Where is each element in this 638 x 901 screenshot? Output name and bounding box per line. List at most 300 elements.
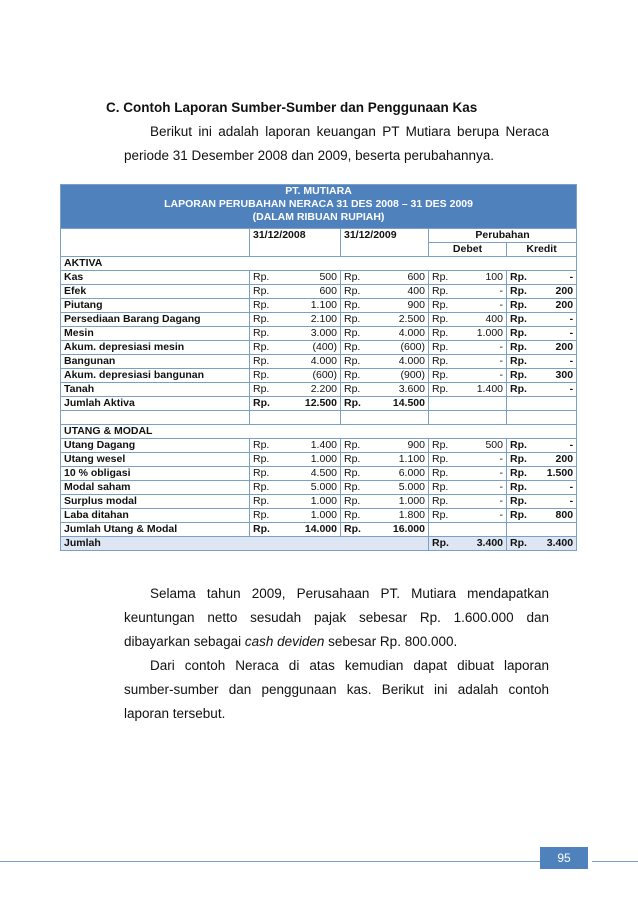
currency-label: Rp. (432, 383, 449, 395)
currency-label: Rp. (432, 313, 449, 325)
value-kredit: 200 (555, 285, 574, 297)
value-2008-cell (250, 285, 341, 299)
total-label-cell (61, 523, 250, 537)
section-heading: C. Contoh Laporan Sumber-Sumber dan Penggunaan Kas (106, 100, 478, 115)
value-2008-wrap (253, 271, 337, 284)
currency-label: Rp. (344, 495, 361, 507)
currency-label: Rp. (344, 341, 361, 353)
value-debet-wrap (432, 369, 503, 382)
value-debet: 1.000 (476, 327, 503, 339)
currency-label: Rp. (510, 453, 527, 465)
table-row (61, 355, 577, 369)
row-label-cell (61, 299, 250, 313)
currency-label: Rp. (510, 355, 527, 367)
total-2008-wrap (253, 523, 337, 536)
row-label-cell (61, 439, 250, 453)
intro-text: Berikut ini adalah laporan keuangan PT Mutiara berupa Neraca periode 31 Desember 2008 dan 2009, beserta perubahannya. (124, 124, 549, 163)
value-debet-cell (429, 495, 507, 509)
total-2009: 14.500 (392, 397, 425, 409)
value-kredit: 1.500 (546, 467, 574, 479)
para3-text: Dari contoh Neraca di atas kemudian dapat dibuat laporan sumber-sumber dan penggunaan kas. Berikut ini adalah contoh laporan tersebut. (124, 658, 549, 721)
value-kredit-cell (507, 481, 577, 495)
value-2009-cell (341, 383, 429, 397)
currency-label: Rp. (510, 509, 527, 521)
col-header-perubahan: Perubahan (429, 229, 577, 243)
table-row (61, 467, 577, 481)
value-2008: 2.200 (310, 383, 337, 395)
total-row (61, 523, 577, 537)
value-2009-wrap (344, 285, 425, 298)
value-2009: (600) (400, 341, 425, 353)
currency-label: Rp. (432, 327, 449, 339)
value-kredit-wrap (510, 495, 573, 508)
value-kredit-cell (507, 285, 577, 299)
currency-label: Rp. (253, 495, 270, 507)
value-debet: - (499, 453, 503, 465)
value-debet: 1.400 (476, 383, 503, 395)
row-label: Laba ditahan (64, 509, 129, 521)
col-header-2008: 31/12/2008 (250, 229, 341, 257)
value-kredit-wrap (510, 355, 573, 368)
value-kredit-cell (507, 453, 577, 467)
value-2009-wrap (344, 453, 425, 466)
row-label-cell (61, 313, 250, 327)
value-kredit-wrap (510, 327, 573, 340)
value-2009-cell (341, 481, 429, 495)
currency-label: Rp. (344, 383, 361, 395)
currency-label: Rp. (510, 313, 527, 325)
value-kredit-cell (507, 383, 577, 397)
total-2009: 16.000 (392, 523, 425, 535)
value-2008-cell (250, 439, 341, 453)
value-2009: 3.600 (398, 383, 425, 395)
total-label: Jumlah Utang & Modal (64, 523, 178, 535)
value-debet-cell (429, 299, 507, 313)
value-kredit: 200 (555, 453, 574, 465)
value-2009: 4.000 (398, 327, 425, 339)
row-label: Modal saham (64, 481, 131, 493)
col-header-2009: 31/12/2009 (341, 229, 429, 257)
value-debet: - (499, 467, 503, 479)
value-2008-cell (250, 327, 341, 341)
total-2009-cell (341, 523, 429, 537)
value-2008-wrap (253, 341, 337, 354)
value-2008: 4.000 (310, 355, 337, 367)
currency-label: Rp. (344, 523, 361, 535)
value-debet-wrap (432, 313, 503, 326)
table-row (61, 481, 577, 495)
currency-label: Rp. (253, 285, 270, 297)
value-kredit-cell (507, 299, 577, 313)
value-2008-wrap (253, 383, 337, 396)
currency-label: Rp. (432, 495, 449, 507)
value-kredit-cell (507, 495, 577, 509)
value-debet-wrap (432, 271, 503, 284)
value-2009-cell (341, 467, 429, 481)
value-debet-cell (429, 509, 507, 523)
currency-label: Rp. (253, 271, 270, 283)
empty-cell (429, 411, 507, 425)
table-row (61, 327, 577, 341)
value-kredit-cell (507, 341, 577, 355)
currency-label: Rp. (253, 327, 270, 339)
spacer-row (61, 411, 577, 425)
empty-cell (341, 411, 429, 425)
currency-label: Rp. (253, 397, 270, 409)
value-2009-cell (341, 369, 429, 383)
value-debet-cell (429, 271, 507, 285)
total-2008-wrap (253, 397, 337, 410)
row-label: Piutang (64, 299, 103, 311)
value-2008: 1.100 (310, 299, 337, 311)
row-label: Utang wesel (64, 453, 126, 465)
value-kredit-wrap (510, 453, 573, 466)
value-2008: 600 (319, 285, 337, 297)
table-row (61, 285, 577, 299)
currency-label: Rp. (432, 537, 449, 549)
value-2009: 900 (407, 439, 425, 451)
currency-label: Rp. (432, 355, 449, 367)
total-2008-cell (250, 397, 341, 411)
value-kredit-wrap (510, 313, 573, 326)
value-debet-wrap (432, 495, 503, 508)
row-label: Bangunan (64, 355, 116, 367)
value-2009: 600 (407, 271, 425, 283)
table-title-unit: (DALAM RIBUAN RUPIAH) (61, 211, 577, 229)
value-2008-cell (250, 341, 341, 355)
col-header-empty (61, 229, 250, 257)
value-debet: - (499, 355, 503, 367)
grand-total-kredit: 3.400 (546, 537, 574, 549)
currency-label: Rp. (344, 453, 361, 465)
col-header-kredit: Kredit (507, 243, 577, 257)
empty-cell (250, 411, 341, 425)
value-2008-wrap (253, 467, 337, 480)
value-debet: - (499, 481, 503, 493)
value-2008-cell (250, 453, 341, 467)
value-2009-cell (341, 313, 429, 327)
currency-label: Rp. (344, 313, 361, 325)
col-header-debet: Debet (429, 243, 507, 257)
currency-label: Rp. (432, 453, 449, 465)
value-kredit-wrap (510, 439, 573, 452)
value-2009-wrap (344, 341, 425, 354)
value-kredit-wrap (510, 383, 573, 396)
row-label-cell (61, 271, 250, 285)
value-debet-wrap (432, 285, 503, 298)
value-debet-cell (429, 285, 507, 299)
value-2009-cell (341, 341, 429, 355)
table-row (61, 313, 577, 327)
grand-total-label: Jumlah (64, 537, 101, 549)
value-2009-wrap (344, 439, 425, 452)
currency-label: Rp. (510, 495, 527, 507)
value-2008-wrap (253, 299, 337, 312)
value-2008: 4.500 (310, 467, 337, 479)
row-label: Persediaan Barang Dagang (64, 313, 201, 325)
value-debet-cell (429, 383, 507, 397)
empty-cell (429, 523, 507, 537)
value-2009-wrap (344, 467, 425, 480)
value-debet-wrap (432, 355, 503, 368)
value-kredit-cell (507, 313, 577, 327)
value-debet-wrap (432, 509, 503, 522)
value-2009-wrap (344, 369, 425, 382)
value-kredit-wrap (510, 341, 573, 354)
value-kredit: - (569, 355, 574, 367)
value-2009-cell (341, 285, 429, 299)
currency-label: Rp. (253, 453, 270, 465)
currency-label: Rp. (510, 369, 527, 381)
empty-cell (61, 411, 250, 425)
value-debet-wrap (432, 383, 503, 396)
table-row (61, 341, 577, 355)
value-kredit-wrap (510, 509, 573, 522)
currency-label: Rp. (510, 481, 527, 493)
currency-label: Rp. (432, 369, 449, 381)
row-label-cell (61, 481, 250, 495)
value-debet: - (499, 369, 503, 381)
currency-label: Rp. (510, 271, 527, 283)
value-2008-wrap (253, 453, 337, 466)
row-label: Efek (64, 285, 87, 297)
page-number: 95 (540, 847, 588, 869)
value-kredit-wrap (510, 299, 573, 312)
currency-label: Rp. (432, 439, 449, 451)
value-2008-cell (250, 509, 341, 523)
value-2008-wrap (253, 509, 337, 522)
value-2008-wrap (253, 313, 337, 326)
value-2009-wrap (344, 271, 425, 284)
value-kredit-cell (507, 271, 577, 285)
value-2009: 2.500 (398, 313, 425, 325)
value-debet-cell (429, 439, 507, 453)
row-label-cell (61, 509, 250, 523)
currency-label: Rp. (344, 299, 361, 311)
table-row (61, 271, 577, 285)
value-2008: 1.000 (310, 453, 337, 465)
value-2009-wrap (344, 327, 425, 340)
grand-total-kredit-cell (507, 537, 577, 551)
value-debet-wrap (432, 327, 503, 340)
value-2009-wrap (344, 481, 425, 494)
row-label: Utang Dagang (64, 439, 136, 451)
grand-total-debet-wrap (432, 537, 503, 550)
value-2008: 2.100 (310, 313, 337, 325)
grand-total-label-cell (61, 537, 429, 551)
closing-paragraph (124, 582, 549, 726)
value-debet-wrap (432, 453, 503, 466)
row-label-cell (61, 341, 250, 355)
value-kredit: - (569, 271, 574, 283)
value-kredit-cell (507, 327, 577, 341)
value-2009-cell (341, 439, 429, 453)
section-aktiva: AKTIVA (61, 257, 577, 271)
value-2008-cell (250, 369, 341, 383)
section-utang (61, 425, 577, 439)
value-debet: - (499, 509, 503, 521)
table-row (61, 299, 577, 313)
para2-text-a: Selama tahun 2009, Perusahaan PT. Mutiara mendapatkan keuntungan netto sesudah pajak sebesar Rp. 1.600.000 dan dibayarkan sebagai (124, 586, 549, 649)
currency-label: Rp. (510, 299, 527, 311)
row-label: Kas (64, 271, 84, 283)
currency-label: Rp. (253, 341, 270, 353)
row-label-cell (61, 285, 250, 299)
currency-label: Rp. (253, 299, 270, 311)
currency-label: Rp. (344, 481, 361, 493)
currency-label: Rp. (253, 439, 270, 451)
currency-label: Rp. (253, 355, 270, 367)
value-debet-cell (429, 467, 507, 481)
table-row (61, 383, 577, 397)
value-debet-wrap (432, 439, 503, 452)
value-kredit: - (569, 383, 574, 395)
footer-rule-left (0, 861, 540, 862)
value-2009-cell (341, 453, 429, 467)
empty-cell (507, 397, 577, 411)
value-kredit: 800 (555, 509, 574, 521)
currency-label: Rp. (253, 313, 270, 325)
value-kredit-cell (507, 509, 577, 523)
grand-total-debet: 3.400 (476, 537, 503, 549)
value-2009-cell (341, 509, 429, 523)
value-debet-cell (429, 327, 507, 341)
currency-label: Rp. (432, 481, 449, 493)
currency-label: Rp. (344, 355, 361, 367)
value-kredit-wrap (510, 285, 573, 298)
currency-label: Rp. (344, 467, 361, 479)
row-label-cell (61, 355, 250, 369)
total-2008: 12.500 (304, 397, 337, 409)
value-2008-cell (250, 313, 341, 327)
value-debet: - (499, 341, 503, 353)
currency-label: Rp. (253, 467, 270, 479)
value-2009-cell (341, 271, 429, 285)
value-2008-cell (250, 299, 341, 313)
currency-label: Rp. (510, 537, 527, 549)
table-row (61, 509, 577, 523)
value-2008-cell (250, 355, 341, 369)
value-2009-wrap (344, 383, 425, 396)
value-kredit-wrap (510, 467, 573, 480)
value-debet-cell (429, 355, 507, 369)
value-debet: 500 (485, 439, 503, 451)
value-2008: 1.000 (310, 495, 337, 507)
currency-label: Rp. (344, 285, 361, 297)
value-kredit: - (569, 313, 574, 325)
value-2008: 3.000 (310, 327, 337, 339)
row-label-cell (61, 327, 250, 341)
value-kredit: 200 (555, 299, 574, 311)
value-2009-cell (341, 299, 429, 313)
currency-label: Rp. (510, 327, 527, 339)
value-debet-cell (429, 369, 507, 383)
row-label-cell (61, 383, 250, 397)
value-2009-wrap (344, 495, 425, 508)
value-2009-wrap (344, 509, 425, 522)
value-2008: 500 (319, 271, 337, 283)
value-debet-cell (429, 453, 507, 467)
value-2009-cell (341, 327, 429, 341)
currency-label: Rp. (432, 509, 449, 521)
grand-total-kredit-wrap (510, 537, 573, 550)
balance-change-table (60, 184, 577, 551)
currency-label: Rp. (510, 467, 527, 479)
value-kredit-cell (507, 369, 577, 383)
value-2009: 1.100 (398, 453, 425, 465)
currency-label: Rp. (510, 383, 527, 395)
para2-text-b: sebesar Rp. 800.000. (324, 634, 458, 649)
currency-label: Rp. (510, 285, 527, 297)
value-kredit: - (569, 495, 574, 507)
value-2009-wrap (344, 355, 425, 368)
footer-rule-right (592, 861, 638, 862)
intro-paragraph (124, 120, 549, 168)
grand-total-row (61, 537, 577, 551)
value-kredit-cell (507, 439, 577, 453)
value-kredit-wrap (510, 271, 573, 284)
total-2009-wrap (344, 397, 425, 410)
table-title-company: PT. MUTIARA (61, 185, 577, 199)
table-row (61, 369, 577, 383)
value-2009: 900 (407, 299, 425, 311)
value-kredit: - (569, 481, 574, 493)
value-2008-wrap (253, 327, 337, 340)
currency-label: Rp. (344, 271, 361, 283)
value-debet: 100 (485, 271, 503, 283)
total-2009-cell (341, 397, 429, 411)
row-label-cell (61, 467, 250, 481)
row-label: 10 % obligasi (64, 467, 131, 479)
table-title-report: LAPORAN PERUBAHAN NERACA 31 DES 2008 – 31 DES 2009 (61, 198, 577, 211)
value-debet: - (499, 299, 503, 311)
value-2009-cell (341, 355, 429, 369)
value-2009-wrap (344, 299, 425, 312)
value-2008-wrap (253, 369, 337, 382)
value-2009-cell (341, 495, 429, 509)
value-2009: 1.000 (398, 495, 425, 507)
value-2008: 5.000 (310, 481, 337, 493)
grand-total-debet-cell (429, 537, 507, 551)
value-debet-cell (429, 313, 507, 327)
value-2009: 400 (407, 285, 425, 297)
value-kredit-wrap (510, 369, 573, 382)
value-2008-cell (250, 481, 341, 495)
value-debet: - (499, 285, 503, 297)
currency-label: Rp. (432, 299, 449, 311)
total-2009-wrap (344, 523, 425, 536)
value-2008-wrap (253, 285, 337, 298)
row-label-cell (61, 495, 250, 509)
value-2008: (600) (312, 369, 337, 381)
value-2009: 5.000 (398, 481, 425, 493)
value-debet: - (499, 495, 503, 507)
value-debet: 400 (485, 313, 503, 325)
value-2008-cell (250, 495, 341, 509)
empty-cell (507, 523, 577, 537)
empty-cell (507, 411, 577, 425)
total-label-cell (61, 397, 250, 411)
total-2008-cell (250, 523, 341, 537)
row-label-cell (61, 453, 250, 467)
value-2008-wrap (253, 355, 337, 368)
currency-label: Rp. (432, 285, 449, 297)
currency-label: Rp. (510, 341, 527, 353)
table-row (61, 495, 577, 509)
total-label: Jumlah Aktiva (64, 397, 135, 409)
value-2008-wrap (253, 481, 337, 494)
value-2008: 1.000 (310, 509, 337, 521)
